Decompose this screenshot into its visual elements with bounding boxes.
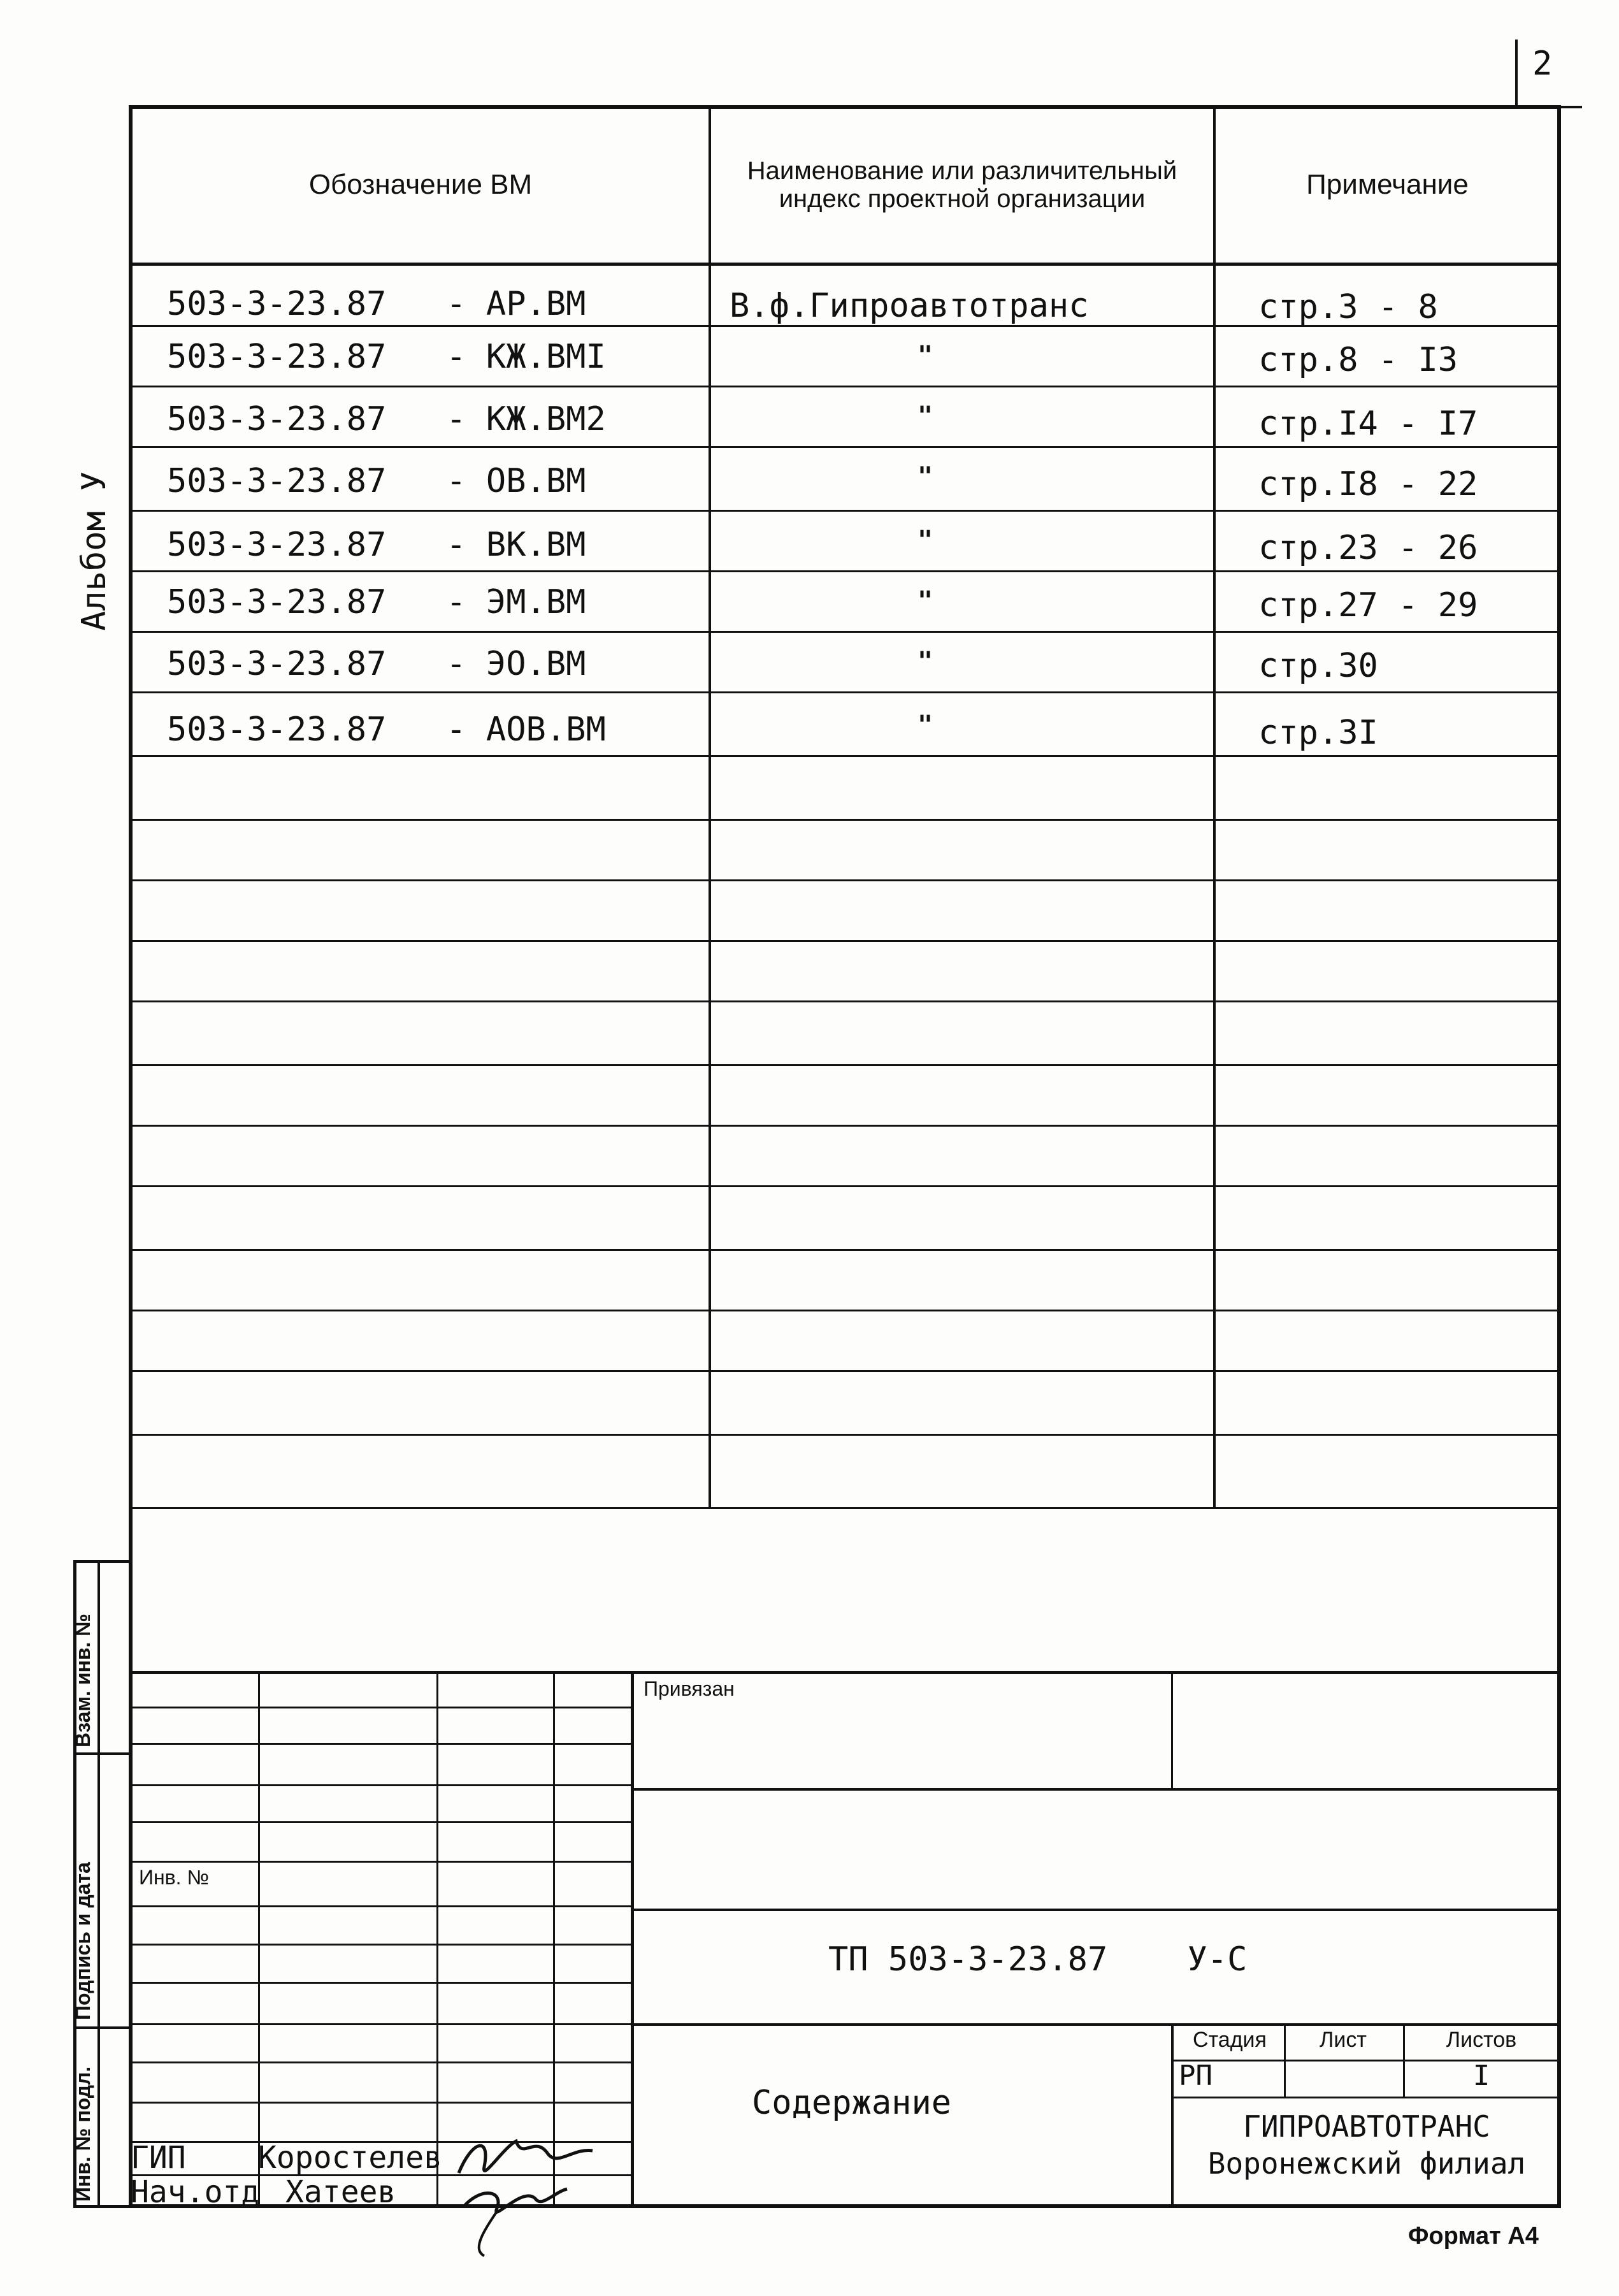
org-line1: ГИПРОАВТОТРАНС	[1243, 2109, 1490, 2144]
album-label: Альбом У	[75, 471, 113, 631]
page-number: 2	[1532, 45, 1553, 83]
row-org-ditto: "	[917, 526, 933, 555]
row-line	[129, 819, 1561, 821]
tb-line	[631, 1788, 1561, 1791]
side-label-inv-podl: Инв. № подл.	[71, 2066, 94, 2202]
row-line	[129, 1310, 1561, 1311]
side-label-vzam: Взам. инв. №	[71, 1614, 94, 1747]
row-line	[129, 446, 1561, 448]
row-note: стр.30	[1258, 647, 1378, 685]
doc-code: ТП 503-3-23.87 У-С	[828, 1940, 1248, 1979]
side-strip-sep	[73, 1752, 131, 1755]
title-block-top	[129, 1671, 1561, 1674]
tb-col	[436, 1671, 438, 2208]
header-name: Наименование или различительный индекс проектной организации	[747, 157, 1177, 213]
tb-row	[129, 2102, 632, 2104]
column-divider-1	[709, 105, 711, 1507]
column-divider-2	[1213, 105, 1216, 1507]
row-line	[129, 879, 1561, 881]
person-head: Хатеев	[285, 2174, 396, 2210]
row-code: 503-3-23.87 - ЭО.ВМ	[167, 645, 586, 683]
page-number-divider	[1515, 40, 1518, 107]
sheets-label: Листов	[1446, 2028, 1517, 2052]
tb-row	[129, 1861, 632, 1863]
row-code: 503-3-23.87 - ОВ.ВМ	[167, 462, 586, 500]
tb-privyazan-divider	[1171, 1671, 1173, 1789]
tb-line	[631, 1909, 1561, 1911]
row-note: стр.I4 - I7	[1258, 405, 1478, 443]
header-note: Примечание	[1306, 169, 1469, 200]
side-strip-divider	[97, 1560, 100, 2208]
row-note: стр.27 - 29	[1258, 586, 1478, 625]
doc-title: Содержание	[752, 2084, 952, 2122]
role-head: Нач.отд	[131, 2174, 260, 2210]
role-gip: ГИП	[131, 2140, 186, 2176]
row-org-ditto: "	[917, 341, 933, 370]
row-line	[129, 755, 1561, 757]
stage-label: Стадия	[1193, 2028, 1267, 2052]
privyazan-label: Привязан	[644, 1677, 735, 1700]
signature-icon	[446, 2122, 612, 2262]
row-note: стр.3 - 8	[1258, 288, 1438, 326]
tb-col	[258, 1671, 260, 2208]
tb-row	[129, 1821, 632, 1823]
row-line	[129, 386, 1561, 387]
row-line	[129, 1507, 1561, 1509]
row-org-ditto: "	[917, 401, 933, 431]
row-line	[129, 1185, 1561, 1187]
tb-row	[129, 1905, 632, 1907]
side-strip-sep	[73, 2026, 131, 2029]
row-line	[129, 1125, 1561, 1127]
row-code: 503-3-23.87 - ВК.ВМ	[167, 526, 586, 564]
title-block-divider	[631, 1671, 634, 2208]
row-note: стр.23 - 26	[1258, 529, 1478, 567]
row-code: 503-3-23.87 - КЖ.ВМ2	[167, 400, 606, 438]
row-org-ditto: "	[917, 586, 933, 616]
inv-no-label: Инв. №	[139, 1866, 209, 1889]
header-bottom-line	[129, 263, 1561, 266]
header-designation: Обозначение ВМ	[308, 169, 533, 200]
row-org-ditto: "	[917, 462, 933, 491]
tb-row	[129, 1743, 632, 1745]
row-line	[129, 570, 1561, 572]
tb-row	[129, 1982, 632, 1984]
tb-row	[129, 2023, 632, 2025]
tb-stage-line	[1171, 2097, 1561, 2098]
side-label-podpis: Подпись и дата	[71, 1862, 94, 2020]
row-line	[129, 1000, 1561, 1002]
row-line	[129, 1249, 1561, 1251]
row-note: стр.8 - I3	[1258, 341, 1458, 379]
row-line	[129, 940, 1561, 942]
row-note: стр.I8 - 22	[1258, 465, 1478, 503]
row-org-ditto: "	[917, 711, 933, 740]
person-gip: Коростелев	[258, 2140, 442, 2176]
format-label: Формат А4	[1408, 2223, 1539, 2249]
stage-value: РП	[1179, 2060, 1212, 2092]
row-line	[129, 1064, 1561, 1066]
sheets-value: I	[1472, 2060, 1490, 2092]
row-line	[129, 691, 1561, 693]
row-org-ditto: "	[917, 647, 933, 676]
row-note: стр.3I	[1258, 714, 1378, 752]
tb-row	[129, 1784, 632, 1786]
row-code: 503-3-23.87 - КЖ.ВМI	[167, 338, 606, 376]
row-line	[129, 631, 1561, 633]
tb-row	[129, 2061, 632, 2063]
tb-line	[631, 2023, 1561, 2026]
sheet-label: Лист	[1320, 2028, 1367, 2052]
row-line	[129, 1370, 1561, 1372]
row-code: 503-3-23.87 - ЭМ.ВМ	[167, 583, 586, 621]
org-line2: Воронежский филиал	[1207, 2146, 1526, 2181]
tb-row	[129, 1707, 632, 1708]
row-line	[129, 1434, 1561, 1436]
row-code: 503-3-23.87 - АОВ.ВМ	[167, 711, 606, 749]
row-org: В.ф.Гипроавтотранс	[730, 287, 1089, 325]
row-code: 503-3-23.87 - АР.ВМ	[167, 285, 586, 323]
tb-row	[129, 1944, 632, 1946]
row-line	[129, 510, 1561, 512]
